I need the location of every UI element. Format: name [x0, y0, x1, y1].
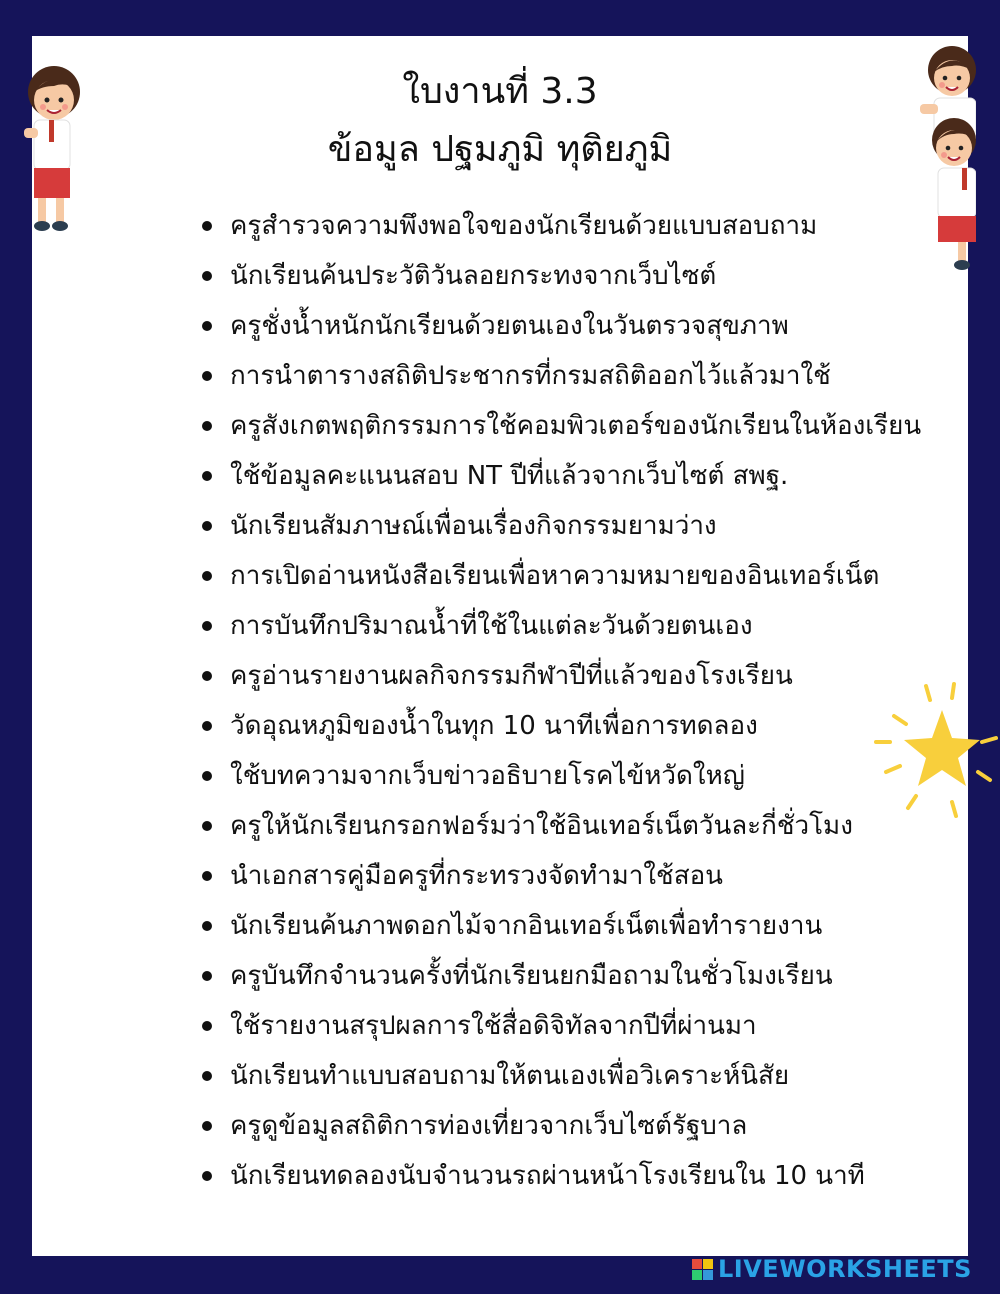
- list-item: ใช้รายงานสรุปผลการใช้สื่อดิจิทัลจากปีที่ผ่านมา: [200, 1001, 960, 1051]
- list-item: ครูบันทึกจำนวนครั้งที่นักเรียนยกมือถามในชั่วโมงเรียน: [200, 951, 960, 1001]
- list-item: ครูอ่านรายงานผลกิจกรรมกีฬาปีที่แล้วของโรงเรียน: [200, 651, 960, 701]
- list-item: ครูดูข้อมูลสถิติการท่องเที่ยวจากเว็บไซต์รัฐบาล: [200, 1101, 960, 1151]
- list-item: การบันทึกปริมาณน้ำที่ใช้ในแต่ละวันด้วยตนเอง: [200, 601, 960, 651]
- list-item: นักเรียนสัมภาษณ์เพื่อนเรื่องกิจกรรมยามว่าง: [200, 501, 960, 551]
- list-item: การเปิดอ่านหนังสือเรียนเพื่อหาความหมายของอินเทอร์เน็ต: [200, 551, 960, 601]
- statement-list: [200, 201, 960, 1201]
- list-item: ครูให้นักเรียนกรอกฟอร์มว่าใช้อินเทอร์เน็ตวันละกี่ชั่วโมง: [200, 801, 960, 851]
- list-item: นักเรียนทำแบบสอบถามให้ตนเองเพื่อวิเคราะห์นิสัย: [200, 1051, 960, 1101]
- worksheet-title: ใบงานที่ 3.3: [402, 71, 598, 112]
- liveworksheets-watermark: [692, 1256, 972, 1282]
- list-item: นำเอกสารคู่มือครูที่กระทรวงจัดทำมาใช้สอน: [200, 851, 960, 901]
- list-item: นักเรียนทดลองนับจำนวนรถผ่านหน้าโรงเรียนใน 10 นาที: [200, 1151, 960, 1201]
- list-item: วัดอุณหภูมิของน้ำในทุก 10 นาทีเพื่อการทดลอง: [200, 701, 960, 751]
- list-item: ครูสำรวจความพึงพอใจของนักเรียนด้วยแบบสอบถาม: [200, 201, 960, 251]
- list-item: ใช้บทความจากเว็บข่าวอธิบายโรคไข้หวัดใหญ่: [200, 751, 960, 801]
- list-item: นักเรียนค้นภาพดอกไม้จากอินเทอร์เน็ตเพื่อทำรายงาน: [200, 901, 960, 951]
- watermark-text: LIVEWORKSHEETS: [718, 1255, 972, 1283]
- list-item: นักเรียนค้นประวัติวันลอยกระทงจากเว็บไซต์: [200, 251, 960, 301]
- list-item: ใช้ข้อมูลคะแนนสอบ NT ปีที่แล้วจากเว็บไซต์ สพฐ.: [200, 451, 960, 501]
- worksheet-subtitle: ข้อมูล ปฐมภูมิ ทุติยภูมิ: [327, 129, 673, 170]
- list-item: ครูสังเกตพฤติกรรมการใช้คอมพิวเตอร์ของนักเรียนในห้องเรียน: [200, 401, 930, 451]
- list-item: การนำตารางสถิติประชากรที่กรมสถิติออกไว้แล้วมาใช้: [200, 351, 960, 401]
- liveworksheets-logo-icon: [692, 1259, 713, 1280]
- list-item: ครูชั่งน้ำหนักนักเรียนด้วยตนเองในวันตรวจสุขภาพ: [200, 301, 960, 351]
